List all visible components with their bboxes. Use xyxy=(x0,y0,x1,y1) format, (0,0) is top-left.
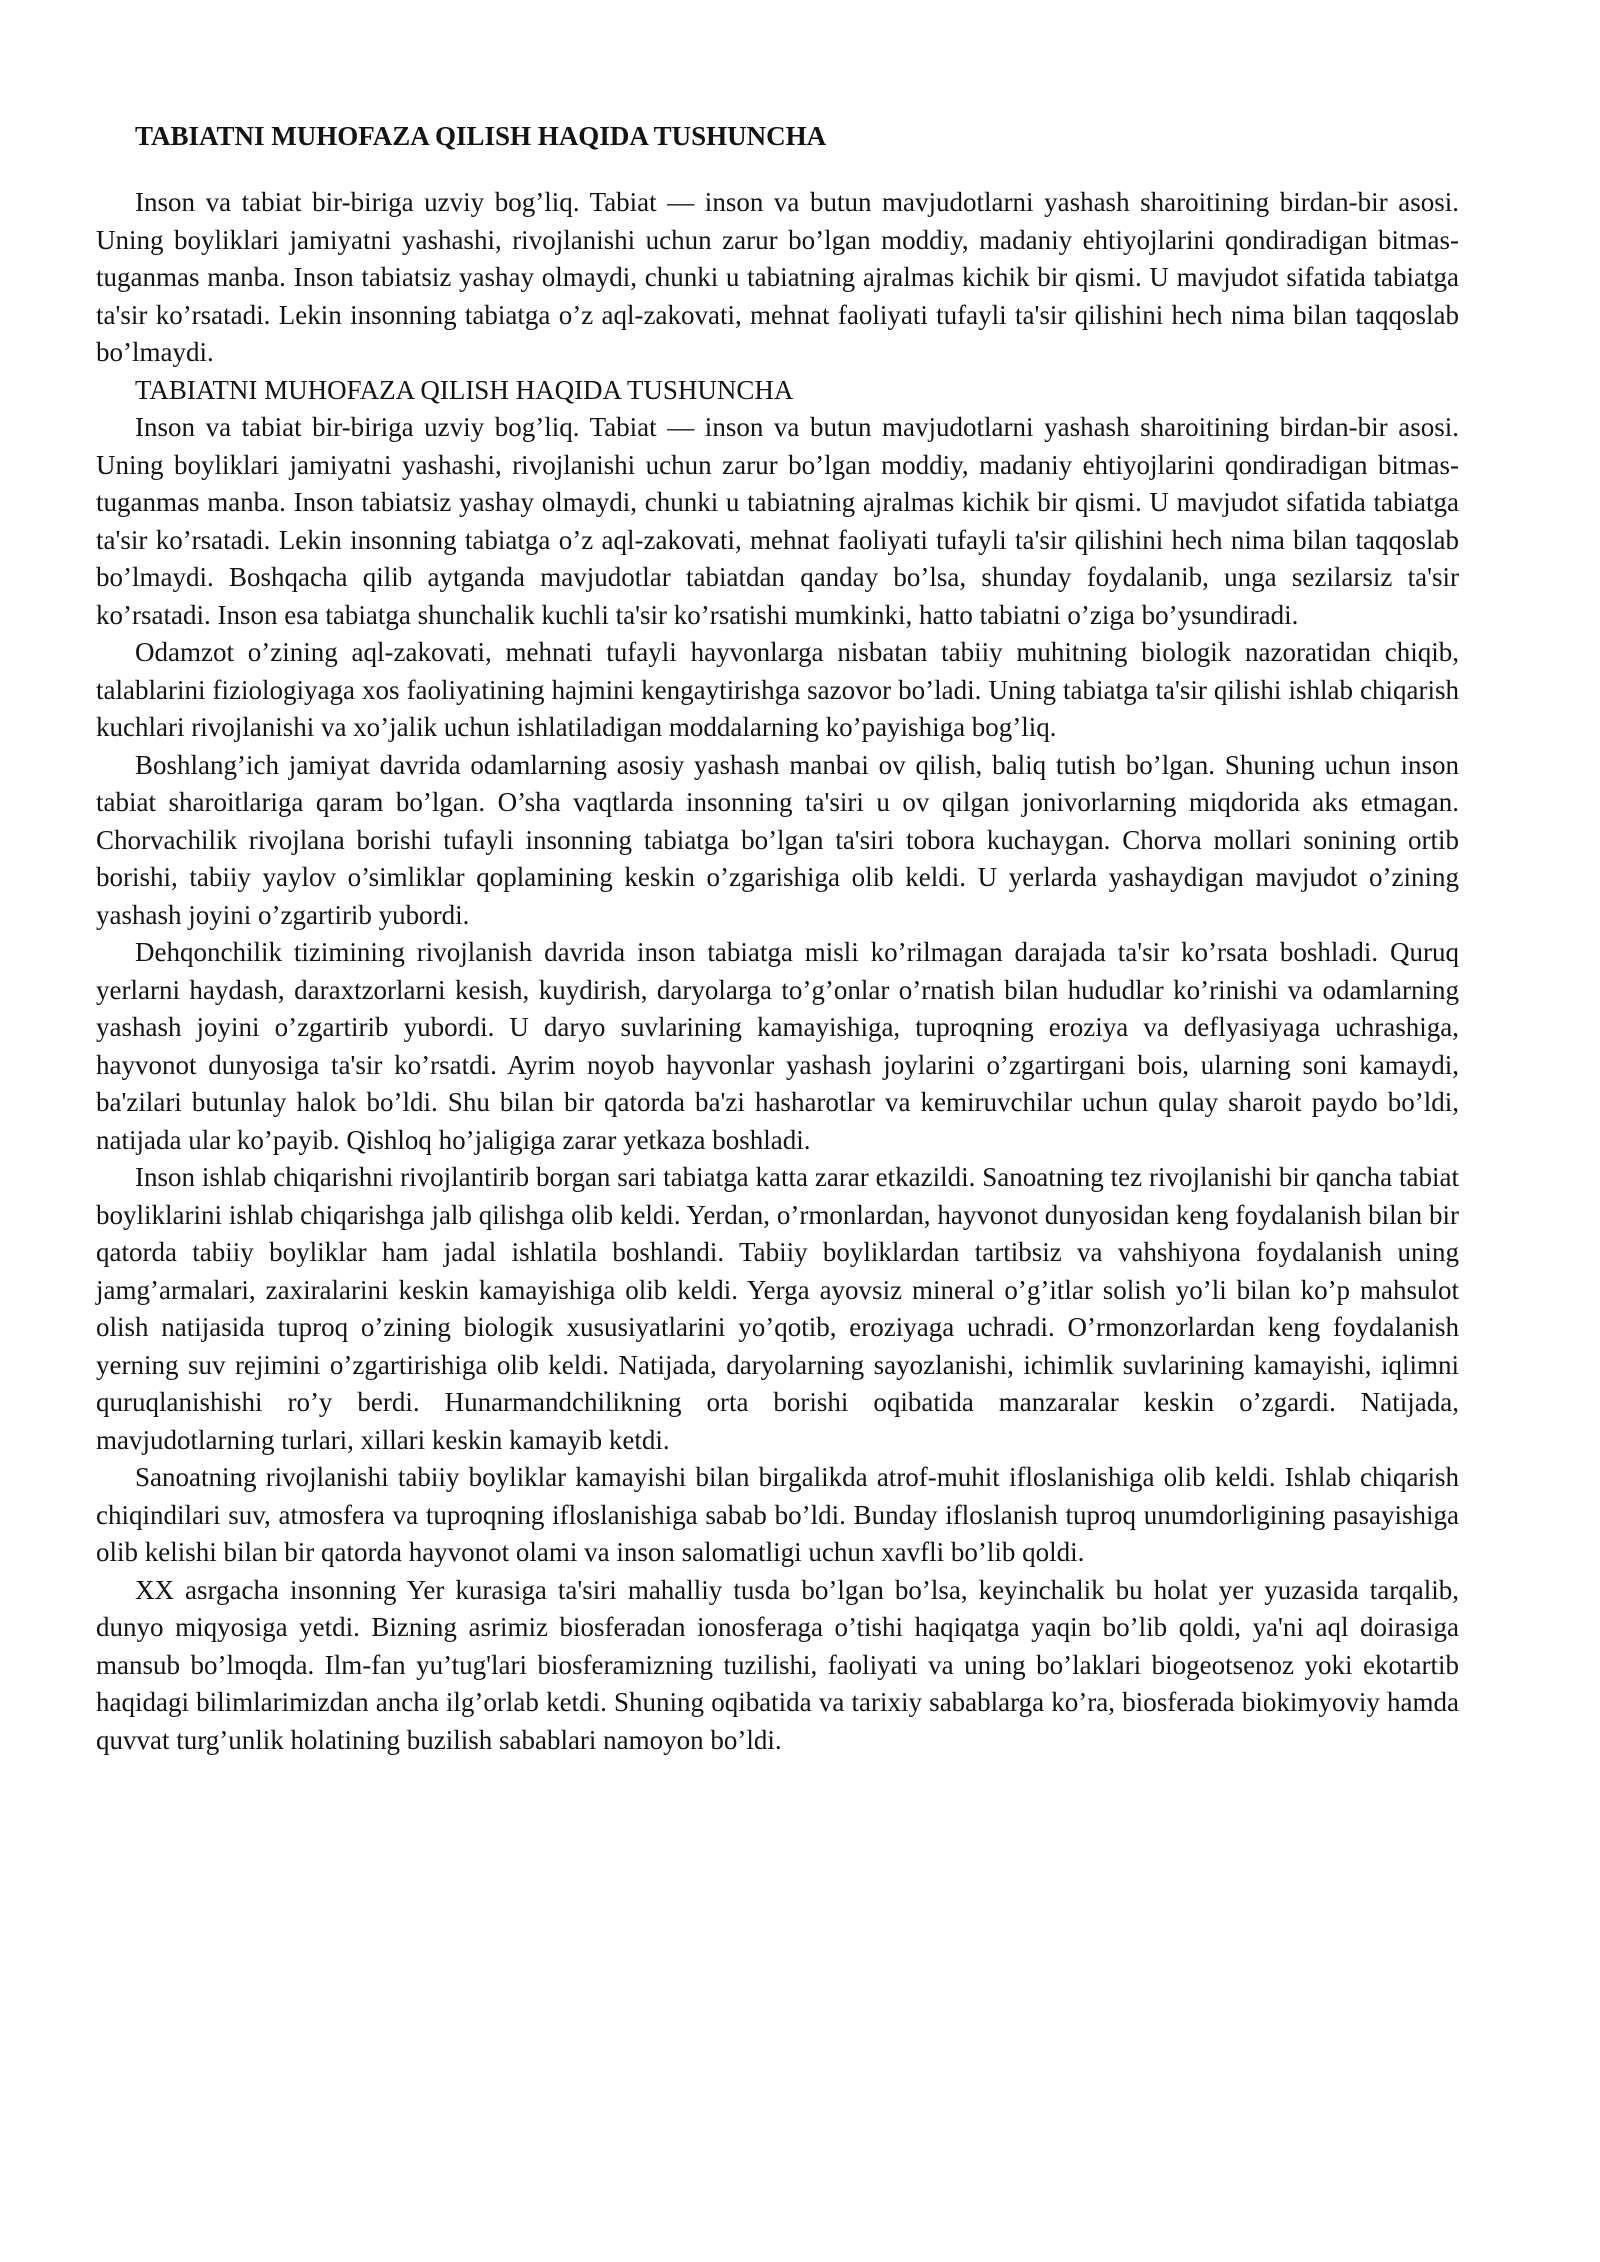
paragraph: Odamzot o’zining aql-zakovati, mehnati tufayli hayvonlarga nisbatan tabiiy muhitning biologik nazoratidan chiqib, talablarini fiziologiyaga xos faoliyatining hajmini kengaytirishga sazovor bo’ladi. Uning tabiatga ta'sir qilishi ishlab chiqarish kuchlari rivojlanishi va xo’jalik uchun ishlatiladigan moddalarning ko’payishiga bog’liq. xyxy=(96,637,1459,742)
paragraph: Inson va tabiat bir-biriga uzviy bog’liq. Tabiat — inson va butun mavjudotlarni yashash sharoitining birdan-bir asosi. Uning boyliklari jamiyatni yashashi, rivojlanishi uchun zarur bo’lgan moddiy, madaniy ehtiyojlarini qondiradigan bitmas-tuganmas manba. Inson tabiatsiz yashay olmaydi, chunki u tabiatning ajralmas kichik bir qismi. U mavjudot sifatida tabiatga ta'sir ko’rsatadi. Lekin insonning tabiatga o’z aql-zakovati, mehnat faoliyati tufayli ta'sir qilishini hech nima bilan taqqoslab bo’lmaydi. Boshqacha qilib aytganda mavjudotlar tabiatdan qanday bo’lsa, shunday foydalanib, unga sezilarsiz ta'sir ko’rsatadi. Inson esa tabiatga shunchalik kuchli ta'sir ko’rsatishi mumkinki, hatto tabiatni o’ziga bo’ysundiradi. xyxy=(96,412,1459,630)
section-heading: TABIATNI MUHOFAZA QILISH HAQIDA TUSHUNCHA xyxy=(135,374,794,405)
document-title: TABIATNI MUHOFAZA QILISH HAQIDA TUSHUNCHA xyxy=(135,121,827,151)
document-body xyxy=(96,118,1459,1759)
paragraph: Inson ishlab chiqarishni rivojlantirib borgan sari tabiatga katta zarar etkazildi. Sanoatning tez rivojlanishi bir qancha tabiat boyliklarini ishlab chiqarishga jalb qilishga olib keldi. Yerdan, o’rmonlardan, hayvonot dunyosidan keng foydalanish bilan bir qatorda tabiiy boyliklar ham jadal ishlatila boshlandi. Tabiiy boyliklardan tartibsiz va vahshiyona foydalanish uning jamg’armalari, zaxiralarini keskin kamayishiga olib keldi. Yerga ayovsiz mineral o’g’itlar solish yo’li bilan ko’p mahsulot olish natijasida tuproq o’zining biologik xususiyatlarini yo’qotib, eroziyaga uchradi. O’rmonzorlardan keng foydalanish yerning suv rejimini o’zgartirishiga olib keldi. Natijada, daryolarning sayozlanishi, ichimlik suvlarining kamayishi, iqlimni quruqlanishishi ro’y berdi. Hunarmandchilikning orta borishi oqibatida manzaralar keskin o’zgardi. Natijada, mavjudotlarning turlari, xillari keskin kamayib ketdi. xyxy=(96,1162,1459,1455)
paragraph: XX asrgacha insonning Yer kurasiga ta'siri mahalliy tusda bo’lgan bo’lsa, keyinchalik bu holat yer yuzasida tarqalib, dunyo miqyosiga yetdi. Bizning asrimiz biosferadan ionosferaga o’tishi haqiqatga yaqin bo’lib qoldi, ya'ni aql doirasiga mansub bo’lmoqda. Ilm-fan yu’tug'lari biosferamizning tuzilishi, faoliyati va uning bo’laklari biogeotsenoz yoki ekotartib haqidagi bilimlarimizdan ancha ilg’orlab ketdi. Shuning oqibatida va tarixiy sabablarga ko’ra, biosferada biokimyoviy hamda quvvat turg’unlik holatining buzilish sabablari namoyon bo’ldi. xyxy=(96,1574,1459,1755)
paragraph: Sanoatning rivojlanishi tabiiy boyliklar kamayishi bilan birgalikda atrof-muhit ifloslanishiga olib keldi. Ishlab chiqarish chiqindilari suv, atmosfera va tuproqning ifloslanishiga sabab bo’ldi. Bunday ifloslanish tuproq unumdorligining pasayishiga olib kelishi bilan bir qatorda hayvonot olami va inson salomatligi uchun xavfli bo’lib qoldi. xyxy=(96,1462,1459,1567)
paragraph: Dehqonchilik tizimining rivojlanish davrida inson tabiatga misli ko’rilmagan darajada ta'sir ko’rsata boshladi. Quruq yerlarni haydash, daraxtzorlarni kesish, kuydirish, daryolarga to’g’onlar o’rnatish bilan hududlar ko’rinishi va odamlarning yashash joyini o’zgartirib yubordi. U daryo suvlarining kamayishiga, tuproqning eroziya va deflyasiyaga uchrashiga, hayvonot dunyosiga ta'sir ko’rsatdi. Ayrim noyob hayvonlar yashash joylarini o’zgartirgani bois, ularning soni kamaydi, ba'zilari butunlay halok bo’ldi. Shu bilan bir qatorda ba'zi hasharotlar va kemiruvchilar uchun qulay sharoit paydo bo’ldi, natijada ular ko’payib. Qishloq ho’jaligiga zarar yetkaza boshladi. xyxy=(96,937,1459,1155)
intro-paragraph: Inson va tabiat bir-biriga uzviy bog’liq. Tabiat — inson va butun mavjudotlarni yashash sharoitining birdan-bir asosi. Uning boyliklari jamiyatni yashashi, rivojlanishi uchun zarur bo’lgan moddiy, madaniy ehtiyojlarini qondiradigan bitmas-tuganmas manba. Inson tabiatsiz yashay olmaydi, chunki u tabiatning ajralmas kichik bir qismi. U mavjudot sifatida tabiatga ta'sir ko’rsatadi. Lekin insonning tabiatga o’z aql-zakovati, mehnat faoliyati tufayli ta'sir qilishini hech nima bilan taqqoslab bo’lmaydi. xyxy=(96,187,1459,367)
paragraph: Boshlang’ich jamiyat davrida odamlarning asosiy yashash manbai ov qilish, baliq tutish bo’lgan. Shuning uchun inson tabiat sharoitlariga qaram bo’lgan. O’sha vaqtlarda insonning ta'siri u ov qilgan jonivorlarning miqdorida aks etmagan. Chorvachilik rivojlana borishi tufayli insonning tabiatga bo’lgan ta'siri tobora kuchaygan. Chorva mollari sonining ortib borishi, tabiiy yaylov o’simliklar qoplamining keskin o’zgarishiga olib keldi. U yerlarda yashaydigan mavjudot o’zining yashash joyini o’zgartirib yubordi. xyxy=(96,749,1459,930)
